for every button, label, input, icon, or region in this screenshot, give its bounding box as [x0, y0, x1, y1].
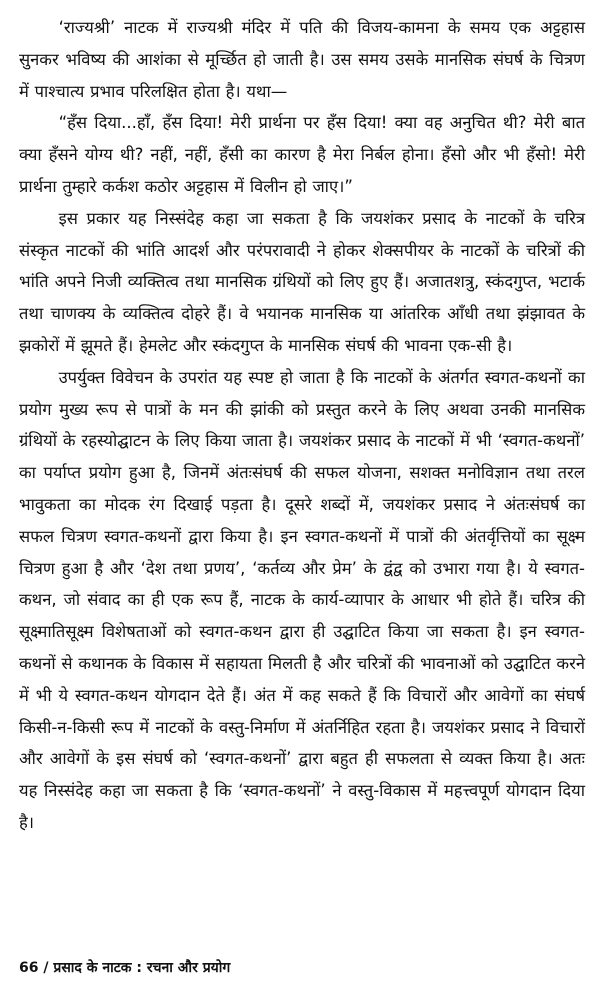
footer-separator: / — [43, 960, 49, 976]
paragraph-characters: इस प्रकार यह निस्संदेह कहा जा सकता है कि जयशंकर प्रसाद के नाटकों के चरित्र संस्कृत नाटकों की भांति आदर्श और परंपरावादी ने होकर शेक्सपीयर के नाटकों के चरित्रों की भांति अपने निजी व्यक्तित्व तथा मानसिक ग्रंथियों को लिए हुए हैं। अजातशत्रु, स्कंदगुप्त, भटार्क तथा चाणक्य के व्यक्तित्व दोहरे हैं। वे भयानक मानसिक या आंतरिक आँधी तथा झंझावत के झकोरों में झूमते हैं। हेमलेट और स्कंदगुप्त के मानसिक संघर्ष की भावना एक-सी है। — [19, 208, 585, 355]
page-number: 66 — [19, 960, 39, 976]
paragraph-soliloquy: उपर्युक्त विवेचन के उपरांत यह स्पष्ट हो जाता है कि नाटकों के अंतर्गत स्वगत-कथनों का प्रयोग मुख्य रूप से पात्रों के मन की झांकी को प्रस्तुत करने के लिए अथवा उनकी मानसिक ग्रंथियों के रहस्योद्घाटन के लिए किया जाता है। जयशंकर प्रसाद के नाटकों में भी ‘स्वगत-कथनों’ का पर्याप्त प्रयोग हुआ है, जिनमें अंतःसंघर्ष की सफल योजना, सशक्त मनोविज्ञान तथा तरल भावुकता का मोदक रंग दिखाई पड़ता है। दूसरे शब्दों में, जयशंकर प्रसाद ने अंतःसंघर्ष का सफल चित्रण स्वगत-कथनों द्वारा किया है। इन स्वगत-कथनों में पात्रों की अंतर्वृत्तियों का सूक्ष्म चित्रण हुआ है और ‘देश तथा प्रणय’, ‘कर्तव्य और प्रेम’ के द्वंद्व को उभारा गया है। ये स्वगत-कथन, जो संवाद का ही एक रूप हैं, नाटक के कार्य-व्यापार के आधार भी होते हैं। चरित्र की सूक्ष्मातिसूक्ष्म विशेषताओं को स्वगत-कथन द्वारा ही उद्घाटित किया जा सकता है। इन स्वगत-कथनों से कथानक के विकास में सहायता मिलती है और चरित्रों की भावनाओं को उद्घाटित करने में भी ये स्वगत-कथन योगदान देते हैं। अंत में कह सकते हैं कि विचारों और आवेगों का संघर्ष किसी-न-किसी रूप में नाटकों के वस्तु-निर्माण में अंतर्निहित रहता है। जयशंकर प्रसाद ने विचारों और आवेगों के इस संघर्ष को ‘स्वगत-कथनों’ द्वारा बहुत ही सफलता से व्यक्त किया है। अतः यह निस्संदेह कहा जा सकता है कि ‘स्वगत-कथनों’ ने वस्तु-विकास में महत्त्वपूर्ण योगदान दिया है। — [19, 367, 585, 832]
running-title: प्रसाद के नाटक : रचना और प्रयोग — [53, 960, 231, 976]
paragraph-quote: “हँस दिया...हाँ, हँस दिया! मेरी प्रार्थना पर हँस दिया! क्या वह अनुचित थी? मेरी बात क्या हँसने योग्य थी? नहीं, नहीं, हँसी का कारण है मेरा निर्बल होना। हँसो और भी हँसो! मेरी प्रार्थना तुम्हारे कर्कश कठोर अट्टहास में विलीन हो जाए।” — [19, 113, 585, 196]
paragraph-rajyashri-intro: ‘राज्यश्री’ नाटक में राज्यश्री मंदिर में पति की विजय-कामना के समय एक अट्टहास सुनकर भविष्य की आशंका से मूर्च्छित हो जाती है। उस समय उसके मानसिक संघर्ष के चित्रण में पाश्चात्य प्रभाव परिलक्षित होता है। यथा— — [19, 18, 585, 101]
page-body — [19, 12, 585, 839]
page-footer — [19, 958, 230, 978]
